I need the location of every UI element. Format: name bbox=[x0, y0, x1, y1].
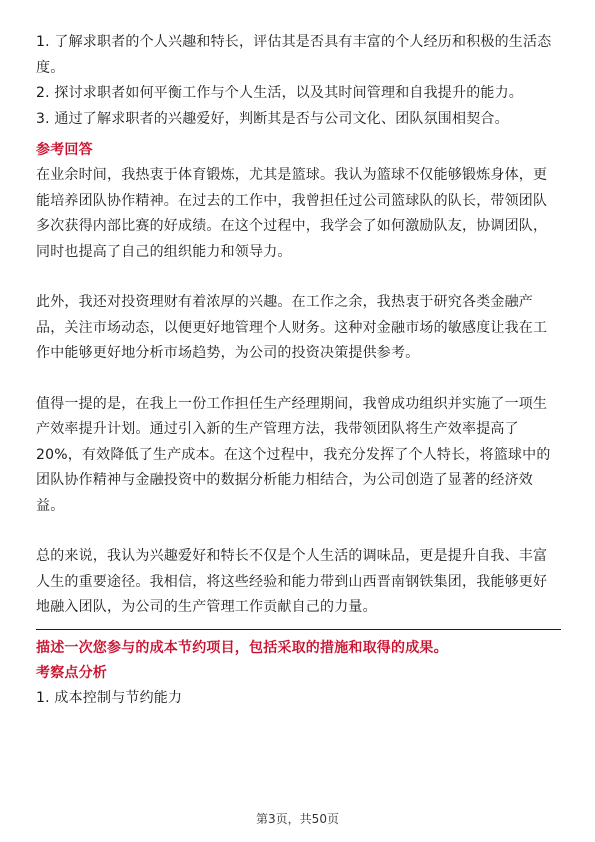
answer-paragraph-1: 在业余时间，我热衷于体育锻炼，尤其是篮球。我认为篮球不仅能够锻炼身体，更能培养团队协作精神。在过去的工作中，我曾担任过公司篮球队的队长，带领团队多次获得内部比赛的好成绩。在这个过程中，我学会了如何激励队友，协调团队，同时也提高了自己的组织能力和领导力。 bbox=[36, 167, 548, 260]
intro-point-1: 1. 了解求职者的个人兴趣和特长，评估其是否具有丰富的个人经历和积极的生活态度。 bbox=[36, 34, 552, 76]
reference-answer-heading: 参考回答 bbox=[36, 142, 93, 158]
next-question-title: 描述一次您参与的成本节约项目，包括采取的措施和取得的成果。 bbox=[36, 639, 448, 656]
intro-point-3: 3. 通过了解求职者的兴趣爱好，判断其是否与公司文化、团队氛围相契合。 bbox=[36, 110, 509, 127]
analysis-heading: 考察点分析 bbox=[36, 664, 107, 681]
answer-paragraph-4: 总的来说，我认为兴趣爱好和特长不仅是个人生活的调味品，更是提升自我、丰富人生的重要途径。我相信，将这些经验和能力带到山西晋南钢铁集团，我能够更好地融入团队，为公司的生产管理工作贡献自己的力量。 bbox=[36, 548, 548, 615]
analysis-point-1: 1. 成本控制与节约能力 bbox=[36, 689, 183, 706]
answer-paragraph-2: 此外，我还对投资理财有着浓厚的兴趣。在工作之余，我热衷于研究各类金融产品，关注市场动态，以便更好地管理个人财务。这种对金融市场的敏感度让我在工作中能够更好地分析市场趋势，为公司的投资决策提供参考。 bbox=[36, 294, 548, 361]
section-divider bbox=[36, 629, 561, 630]
page-number-footer: 第3页，共50页 bbox=[256, 812, 339, 826]
intro-point-2: 2. 探讨求职者如何平衡工作与个人生活，以及其时间管理和自我提升的能力。 bbox=[36, 85, 524, 101]
answer-paragraph-3: 值得一提的是，在我上一份工作担任生产经理期间，我曾成功组织并实施了一项生产效率提升计划。通过引入新的生产管理方法，我带领团队将生产效率提高了20%，有效降低了生产成本。在这个过程中，我充分发挥了个人特长，将篮球中的团队协作精神与金融投资中的数据分析能力相结合，为公司创造了显著的经济效益。 bbox=[36, 395, 551, 514]
page-content bbox=[36, 30, 561, 711]
